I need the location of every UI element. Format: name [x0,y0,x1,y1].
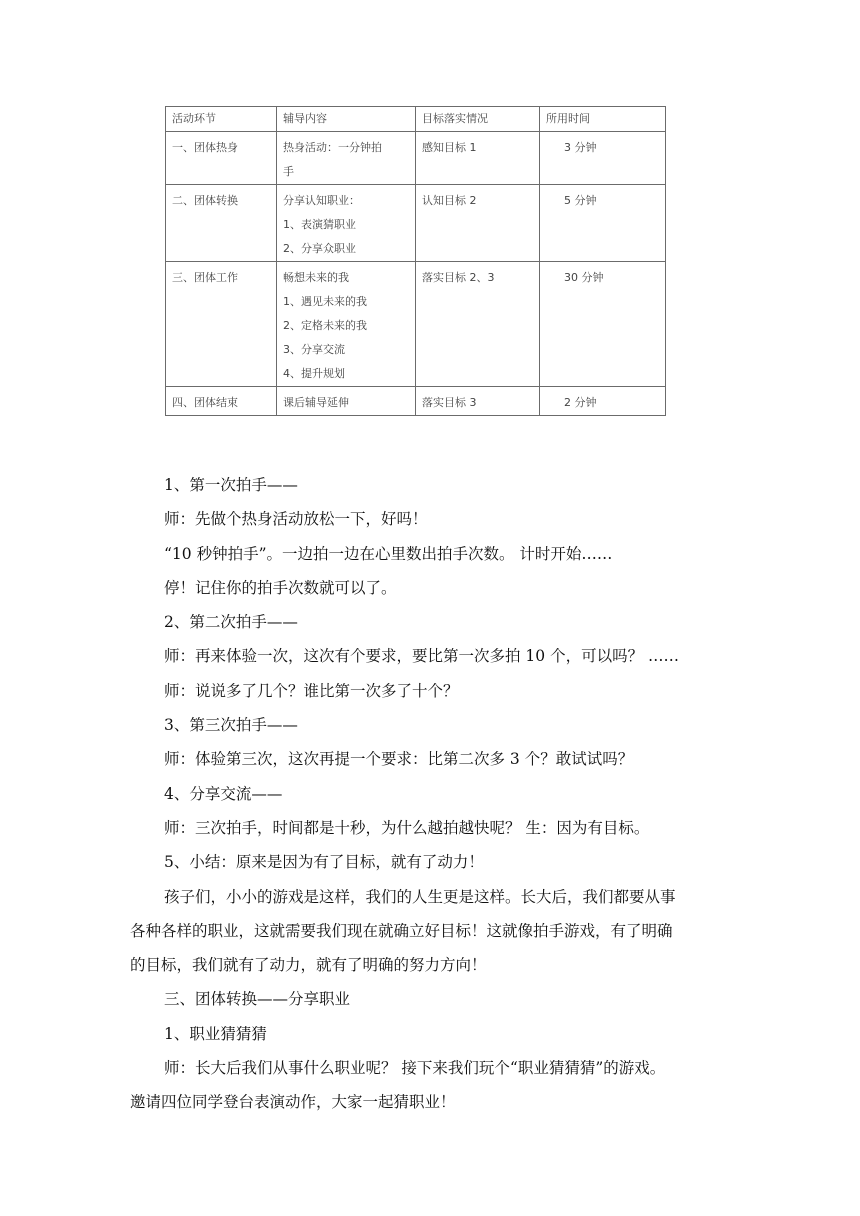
paragraph: “10 秒钟拍手”。一边拍一边在心里数出拍手次数。 计时开始…… [164,544,613,563]
stage-cell: 一、团体热身 [166,132,277,185]
goal-cell: 落实目标 2、3 [416,262,540,387]
stage-cell: 二、团体转换 [166,185,277,262]
content-line: 手 [283,165,294,178]
header-cell-time: 所用时间 [540,107,666,132]
paragraph: 孩子们，小小的游戏是这样，我们的人生更是这样。长大后，我们都要从事 [164,887,676,906]
paragraph: 师：长大后我们从事什么职业呢？ 接下来我们玩个“职业猜猜猜”的游戏。 [164,1059,666,1078]
content-line: 3、分享交流 [283,343,345,356]
table-row [166,185,666,262]
paragraph: 的目标，我们就有了动力，就有了明确的努力方向！ [130,956,487,975]
content-line: 2、定格未来的我 [283,319,367,332]
table-row [166,132,666,185]
paragraph: 师：说说多了几个？谁比第一次多了十个？ [164,681,459,700]
paragraph: 4、分享交流—— [164,784,283,803]
paragraph: 3、第三次拍手—— [164,716,298,735]
content-line: 1、遇见未来的我 [283,295,367,308]
goal-cell: 认知目标 2 [416,185,540,262]
paragraph: 停！记住你的拍手次数就可以了。 [164,578,397,597]
table-header-row [166,107,666,132]
paragraph: 师：体验第三次，这次再提一个要求：比第二次多 3 个？敢试试吗？ [164,750,634,769]
content-line: 热身活动：一分钟拍 [283,141,382,154]
content-line: 课后辅导延伸 [283,396,349,409]
content-cell [277,387,416,416]
header-cell-content: 辅导内容 [277,107,416,132]
paragraph: 2、第二次拍手—— [164,613,298,632]
goal-cell: 落实目标 3 [416,387,540,416]
lesson-body-text [130,468,730,1120]
content-line: 1、表演猜职业 [283,218,356,231]
time-cell: 5 分钟 [540,185,666,262]
time-cell: 2 分钟 [540,387,666,416]
table-row [166,387,666,416]
activity-table-wrapper [165,106,666,409]
content-line: 畅想未来的我 [283,271,349,284]
goal-cell: 感知目标 1 [416,132,540,185]
paragraph: 1、职业猜猜猜 [164,1024,267,1043]
time-cell: 3 分钟 [540,132,666,185]
paragraph: 5、小结：原来是因为有了目标，就有了动力！ [164,853,484,872]
content-line: 2、分享众职业 [283,242,356,255]
table-row [166,262,666,387]
content-line: 4、提升规划 [283,367,345,380]
paragraph: 1、第一次拍手—— [164,476,298,494]
stage-cell: 四、团体结束 [166,387,277,416]
activity-plan-table [165,106,666,416]
paragraph: 师：再来体验一次，这次有个要求，要比第一次多拍 10 个，可以吗？ …… [164,647,680,666]
paragraph: 师：先做个热身活动放松一下，好吗！ [164,510,428,529]
time-cell: 30 分钟 [540,262,666,387]
header-cell-stage: 活动环节 [166,107,277,132]
stage-cell: 三、团体工作 [166,262,277,387]
header-cell-goal: 目标落实情况 [416,107,540,132]
paragraph: 三、团体转换——分享职业 [164,990,351,1009]
content-cell [277,185,416,262]
content-cell [277,262,416,387]
paragraph: 各种各样的职业，这就需要我们现在就确立好目标！这就像拍手游戏，有了明确 [130,921,673,940]
content-cell [277,132,416,185]
content-line: 分享认知职业： [283,194,360,207]
paragraph: 邀请四位同学登台表演动作，大家一起猜职业！ [130,1093,456,1112]
paragraph: 师：三次拍手，时间都是十秒，为什么越拍越快呢？ 生：因为有目标。 [164,818,650,837]
